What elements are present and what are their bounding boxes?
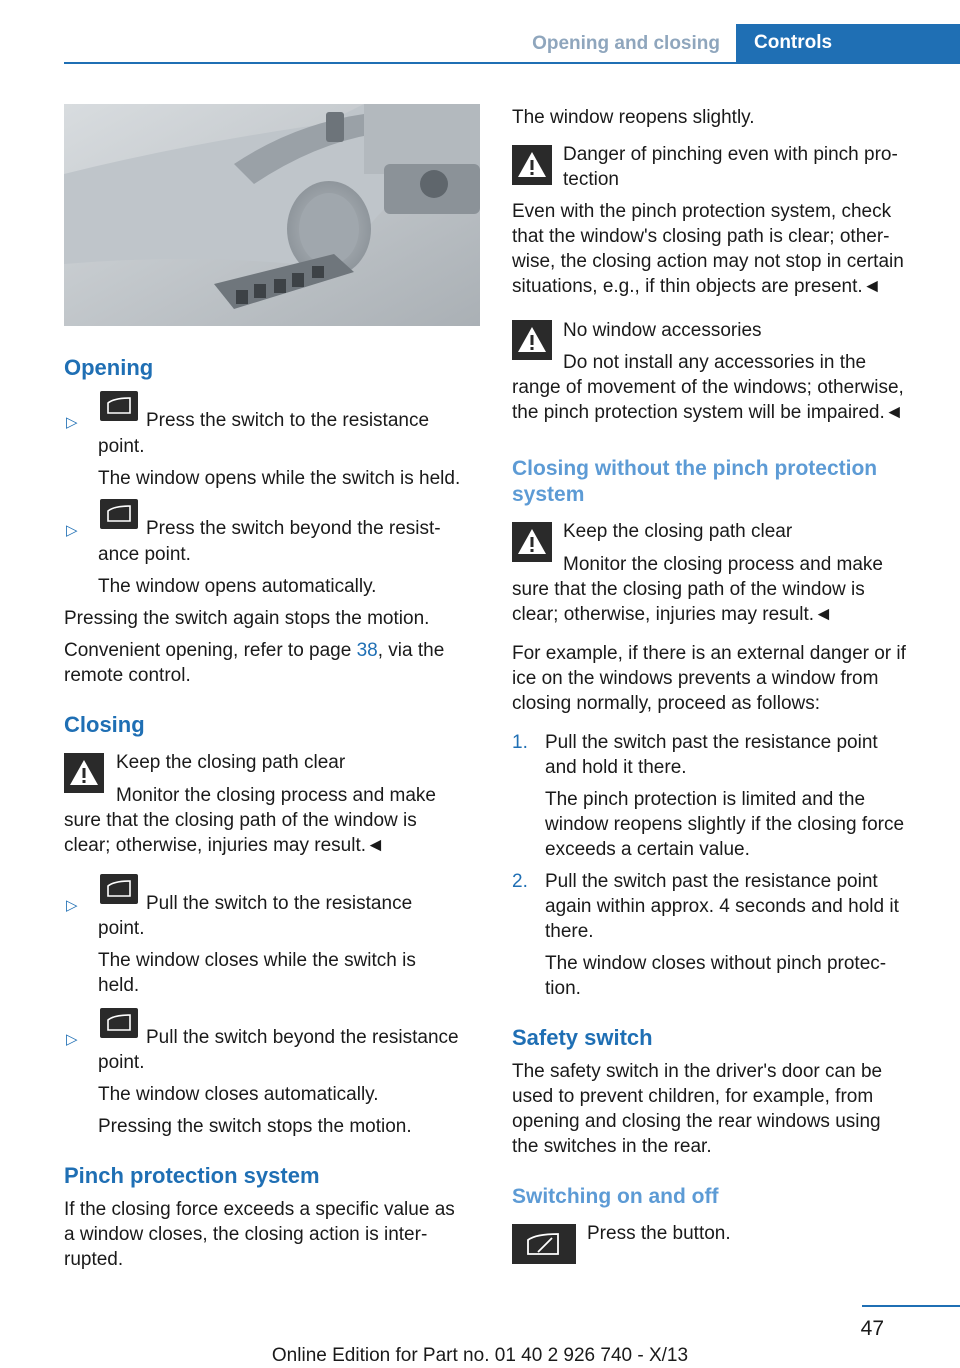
safety-line3: opening and closing the rear windows using	[512, 1111, 881, 1132]
safety-line2: used to prevent children, for example, from	[512, 1086, 874, 1107]
convenient-text-a: Convenient opening, refer to page	[64, 640, 357, 661]
warning-icon	[512, 145, 552, 185]
warning3-line2: sure that the closing path of the window is	[512, 579, 865, 600]
closing-warning-line2: sure that the closing path of the window is	[64, 810, 417, 831]
window-switch-icon	[100, 499, 138, 529]
bullet-triangle: ▷	[66, 1031, 78, 1048]
closing-warning-line1: Monitor the closing process and make	[116, 785, 436, 806]
heading-switching-on-off: Switching on and off	[512, 1185, 719, 1208]
heading-safety-switch: Safety switch	[512, 1025, 653, 1050]
closing-step1-result1: The window closes while the switch is	[98, 950, 416, 971]
closing-step1-line1: Pull the switch to the resistance	[146, 893, 413, 914]
warning2-line2: range of movement of the windows; otherwise,	[512, 377, 904, 398]
warning1-line4: situations, e.g., if thin objects are present.◄	[512, 276, 882, 297]
warning2-title: No window accessories	[563, 320, 762, 341]
warning1-title-line2: tection	[563, 169, 619, 190]
pinch-text-line2: a window closes, the closing action is inter‐	[64, 1224, 428, 1245]
window-switch-icon	[100, 874, 138, 904]
heading-pinch-protection: Pinch protection system	[64, 1163, 320, 1188]
door-panel-illustration	[64, 104, 480, 326]
page-header	[64, 24, 960, 64]
closing-warning-line3: clear; otherwise, injuries may result.◄	[64, 835, 385, 856]
warning1-line3: wise, the closing action may not stop in certain	[512, 251, 904, 272]
step1-line1: Pull the switch past the resistance point	[545, 732, 878, 753]
warning2-line1: Do not install any accessories in the	[563, 352, 867, 373]
header-section: Opening and closing	[532, 33, 720, 54]
step2-line3: there.	[545, 921, 594, 942]
heading-opening: Opening	[64, 355, 154, 380]
closing-step1-result2: held.	[98, 975, 140, 996]
footer-edition: Online Edition for Part no. 01 40 2 926 740 - X/13	[271, 1345, 689, 1366]
step2-line5: tion.	[545, 978, 581, 999]
page-number: 47	[860, 1317, 884, 1340]
warning-icon	[512, 522, 552, 562]
warning3-title: Keep the closing path clear	[563, 521, 793, 542]
warning3-line3: clear; otherwise, injuries may result.◄	[512, 604, 833, 625]
warning-icon	[512, 320, 552, 360]
header-chapter: Controls	[736, 24, 960, 62]
step1-line5: exceeds a certain value.	[545, 839, 750, 860]
heading-closing-without-pinch-2: system	[512, 483, 585, 506]
opening-step2-line2: ance point.	[98, 544, 191, 565]
closing-step2-result1: The window closes automatically.	[98, 1084, 379, 1105]
opening-step2-line1: Press the switch beyond the resist‐	[146, 518, 441, 539]
page-link-38[interactable]: 38	[356, 640, 378, 661]
opening-step1-line2: point.	[98, 436, 145, 457]
example-line2: ice on the windows prevents a window from	[512, 668, 879, 689]
opening-step1-line1: Press the switch to the resistance	[146, 410, 430, 431]
warning2-line3: the pinch protection system will be impaired.◄	[512, 402, 904, 423]
warning3-line1: Monitor the closing process and make	[563, 554, 883, 575]
step2-line4: The window closes without pinch protec‐	[545, 953, 887, 974]
step1-line3: The pinch protection is limited and the	[545, 789, 866, 810]
closing-step2-line1: Pull the switch beyond the resistance	[146, 1027, 459, 1048]
window-switch-icon	[100, 391, 138, 421]
heading-closing: Closing	[64, 712, 145, 737]
warning1-line1: Even with the pinch protection system, check	[512, 201, 892, 222]
onoff-text: Press the button.	[587, 1223, 731, 1244]
example-line1: For example, if there is an external danger or if	[512, 643, 906, 664]
step1-line4: window reopens slightly if the closing force	[545, 814, 905, 835]
warning-icon	[64, 753, 104, 793]
heading-closing-without-pinch-1: Closing without the pinch protection	[512, 457, 878, 480]
example-line3: closing normally, proceed as follows:	[512, 693, 821, 714]
bullet-triangle: ▷	[66, 522, 78, 539]
safety-switch-button-icon	[512, 1224, 576, 1264]
pinch-text-line3: rupted.	[64, 1249, 124, 1270]
opening-step2-result: The window opens automatically.	[98, 576, 377, 597]
closing-warning-title: Keep the closing path clear	[116, 752, 346, 773]
footer-rule	[862, 1305, 960, 1307]
reopens-text: The window reopens slightly.	[512, 107, 755, 128]
closing-step2-line2: point.	[98, 1052, 145, 1073]
opening-stop-text: Pressing the switch again stops the motion.	[64, 608, 430, 629]
step2-line1: Pull the switch past the resistance point	[545, 871, 878, 892]
step-number: 1.	[512, 732, 528, 753]
warning1-title-line1: Danger of pinching even with pinch pro‐	[563, 144, 898, 165]
bullet-triangle: ▷	[66, 897, 78, 914]
step-number: 2.	[512, 871, 528, 892]
opening-convenient-text	[64, 638, 444, 663]
window-switch-icon	[100, 1008, 138, 1038]
warning1-line2: that the window's closing path is clear; other‐	[512, 226, 890, 247]
step2-line2: again within approx. 4 seconds and hold it	[545, 896, 899, 917]
opening-convenient-text-2: remote control.	[64, 665, 191, 686]
step1-line2: and hold it there.	[545, 757, 687, 778]
opening-step1-result: The window opens while the switch is held.	[98, 468, 461, 489]
closing-step1-line2: point.	[98, 918, 145, 939]
door-panel-photo	[64, 104, 480, 326]
convenient-text-b: , via the	[377, 640, 445, 661]
bullet-triangle: ▷	[66, 414, 78, 431]
pinch-text-line1: If the closing force exceeds a specific value as	[64, 1199, 455, 1220]
closing-step2-result2: Pressing the switch stops the motion.	[98, 1116, 412, 1137]
safety-line1: The safety switch in the driver's door can be	[512, 1061, 883, 1082]
safety-line4: the switches in the rear.	[512, 1136, 712, 1157]
